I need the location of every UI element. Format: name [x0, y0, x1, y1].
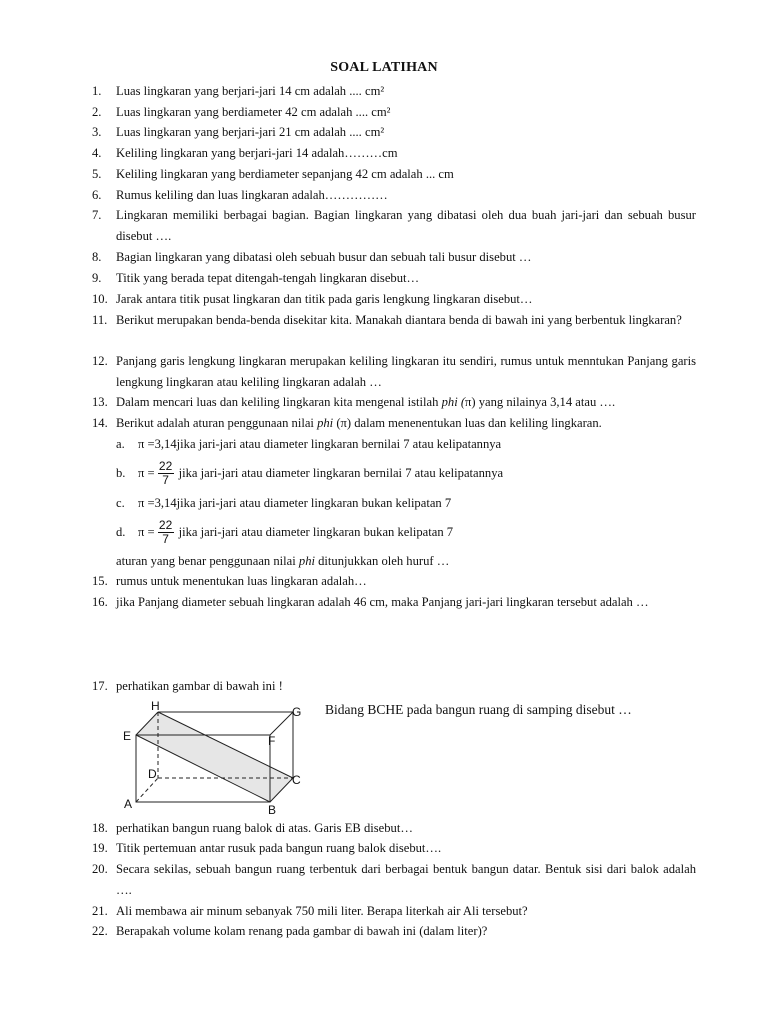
- vertex-label-c: C: [292, 773, 301, 787]
- question-12: [92, 351, 696, 393]
- question-number: 16.: [92, 595, 108, 609]
- question-text: Dalam mencari luas dan keliling lingkaran kita mengenal istilah phi (π) yang nilainya 3,14 atau ….: [116, 395, 616, 409]
- question-20: [92, 859, 696, 901]
- question-text: perhatikan bangun ruang balok di atas. Garis EB disebut…: [116, 821, 413, 835]
- question-number: 11.: [92, 313, 108, 327]
- question-number: 7.: [92, 208, 102, 222]
- option-d: d. π = $\frac{22}{7}$ jika jari-jari atau diameter lingkaran bukan kelipatan 7: [116, 517, 454, 546]
- question-text: Panjang garis lengkung lingkaran merupakan keliling lingkaran itu sendiri, rumus untuk menntukan Panjang garis lengkung lingkaran atau keliling lingkaran adalah …: [116, 354, 696, 389]
- vertex-label-d: D: [148, 767, 157, 781]
- fraction: $\frac{22}{7}$: [158, 517, 173, 546]
- question-2: [92, 102, 696, 123]
- question-1: [92, 81, 696, 102]
- question-text: Secara sekilas, sebuah bangun ruang terbentuk dari berbagai bentuk bangun datar. Bentuk sisi dari balok adalah ….: [116, 862, 696, 897]
- vertex-label-a: A: [124, 797, 133, 811]
- option-a: a. π = 3,14 jika jari-jari atau diameter lingkaran bernilai 7 atau kelipatannya: [116, 434, 501, 454]
- question-16: [92, 592, 696, 613]
- question-22: [92, 921, 696, 942]
- question-14: [92, 413, 696, 434]
- question-15: [92, 571, 696, 592]
- question-19: [92, 838, 696, 859]
- question-number: 1.: [92, 84, 102, 98]
- question-number: 3.: [92, 125, 102, 139]
- vertex-label-g: G: [292, 705, 302, 719]
- question-text: jika Panjang diameter sebuah lingkaran adalah 46 cm, maka Panjang jari-jari lingkaran tersebut adalah …: [116, 595, 649, 609]
- option-letter: c.: [116, 496, 125, 510]
- vertex-label-e: E: [123, 729, 132, 743]
- question-number: 10.: [92, 292, 108, 306]
- question-text: Bagian lingkaran yang dibatasi oleh sebuah busur dan sebuah tali busur disebut …: [116, 250, 532, 264]
- question-14-footer: aturan yang benar penggunaan nilai phi ditunjukkan oleh huruf …: [116, 554, 450, 568]
- question-text: Luas lingkaran yang berdiameter 42 cm adalah .... cm²: [116, 105, 391, 119]
- vertex-label-b: B: [268, 803, 277, 816]
- question-3: [92, 122, 696, 143]
- question-number: 9.: [92, 271, 102, 285]
- question-text: Luas lingkaran yang berjari-jari 14 cm adalah .... cm²: [116, 84, 385, 98]
- question-7: [92, 205, 696, 247]
- question-text: Titik yang berada tepat ditengah-tengah lingkaran disebut…: [116, 271, 420, 285]
- question-number: 5.: [92, 167, 102, 181]
- question-11: [92, 310, 696, 331]
- question-text: Titik pertemuan antar rusuk pada bangun ruang balok disebut….: [116, 841, 442, 855]
- question-text: Rumus keliling dan luas lingkaran adalah……………: [116, 188, 388, 202]
- question-number: 14.: [92, 416, 108, 430]
- fraction: $\frac{22}{7}$: [158, 458, 173, 487]
- question-21: [92, 901, 696, 922]
- option-letter: a.: [116, 437, 125, 451]
- question-number: 2.: [92, 105, 102, 119]
- question-number: 6.: [92, 188, 102, 202]
- question-number: 4.: [92, 146, 102, 160]
- question-text: Berapakah volume kolam renang pada gambar di bawah ini (dalam liter)?: [116, 924, 488, 938]
- figure-caption: Bidang BCHE pada bangun ruang di samping disebut …: [325, 702, 632, 717]
- question-number: 22.: [92, 924, 108, 938]
- question-text: Keliling lingkaran yang berdiameter sepanjang 42 cm adalah ... cm: [116, 167, 454, 181]
- question-18: [92, 818, 696, 839]
- option-b: b. π = $\frac{22}{7}$ jika jari-jari atau diameter lingkaran bernilai 7 atau kelipatannya: [116, 458, 504, 487]
- question-9: [92, 268, 696, 289]
- question-5: [92, 164, 696, 185]
- question-text: perhatikan gambar di bawah ini !: [116, 679, 283, 693]
- option-letter: d.: [116, 525, 126, 539]
- question-text: Berikut adalah aturan penggunaan nilai phi (π) dalam menenentukan luas dan keliling lingkaran.: [116, 416, 602, 430]
- question-17: [92, 676, 696, 697]
- question-8: [92, 247, 696, 268]
- question-number: 17.: [92, 679, 108, 693]
- question-number: 20.: [92, 862, 108, 876]
- question-number: 21.: [92, 904, 108, 918]
- question-number: 8.: [92, 250, 102, 264]
- question-10: [92, 289, 696, 310]
- question-number: 18.: [92, 821, 108, 835]
- question-text: Luas lingkaran yang berjari-jari 21 cm adalah .... cm²: [116, 125, 385, 139]
- question-text: Berikut merupakan benda-benda disekitar kita. Manakah diantara benda di bawah ini yang berbentuk lingkaran?: [116, 313, 682, 327]
- page-title: SOAL LATIHAN: [330, 60, 438, 75]
- question-number: 12.: [92, 354, 108, 368]
- question-number: 13.: [92, 395, 108, 409]
- question-text: rumus untuk menentukan luas lingkaran adalah…: [116, 574, 367, 588]
- question-number: 19.: [92, 841, 108, 855]
- question-number: 15.: [92, 574, 108, 588]
- vertex-label-f: F: [268, 734, 276, 748]
- question-6: [92, 185, 696, 206]
- question-text: Keliling lingkaran yang berjari-jari 14 adalah………cm: [116, 146, 398, 160]
- option-letter: b.: [116, 466, 126, 480]
- vertex-label-h: H: [151, 699, 160, 713]
- question-text: Ali membawa air minum sebanyak 750 mili liter. Berapa literkah air Ali tersebut?: [116, 904, 528, 918]
- option-c: c. π = 3,14 jika jari-jari atau diameter lingkaran bukan kelipatan 7: [116, 493, 451, 513]
- question-13: [92, 392, 696, 413]
- question-text: Jarak antara titik pusat lingkaran dan titik pada garis lengkung lingkaran disebut…: [116, 292, 533, 306]
- plane-bche: [136, 712, 293, 802]
- cuboid-figure: [118, 698, 318, 816]
- question-text: Lingkaran memiliki berbagai bagian. Bagian lingkaran yang dibatasi oleh dua buah jari-jari dan sebuah busur disebut ….: [116, 208, 696, 243]
- question-4: [92, 143, 696, 164]
